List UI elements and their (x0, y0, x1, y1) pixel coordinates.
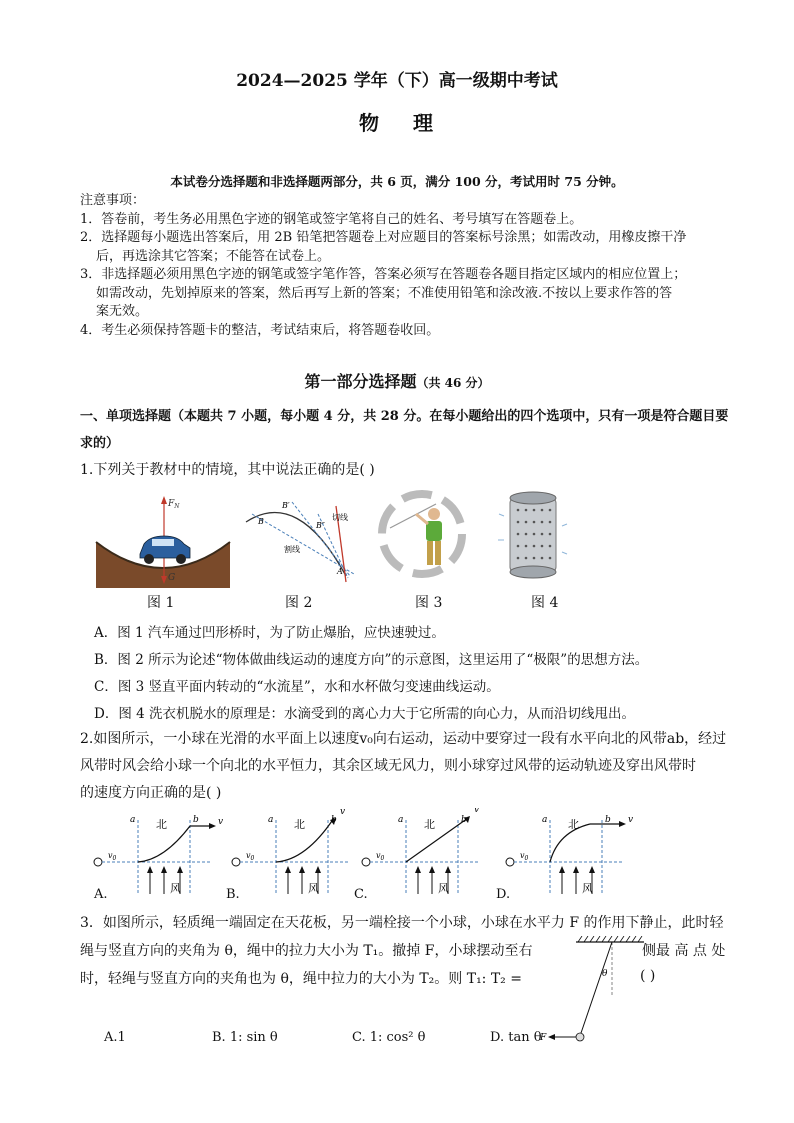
label-wind: 风 (582, 882, 593, 895)
subject-char-1: 物 (359, 111, 381, 135)
part1-heading (0, 369, 794, 392)
wind-arrow-icon (315, 866, 321, 873)
q3-line-3b: ( ) (640, 968, 656, 984)
label-b: b (605, 815, 611, 825)
q1-figure-1 (94, 492, 232, 588)
q3-option-a: A.1 (104, 1030, 126, 1045)
note-item-3-cont: 如需改动，先划掉原来的答案，然后再写上新的答案；不准使用铅笔和涂改液.不按以上要求作答的答 (96, 285, 673, 301)
wind-arrow-icon (429, 866, 435, 873)
note-item-4: 4．考生必须保持答题卡的整洁，考试结束后，将答题卷收回。 (80, 322, 440, 338)
fn-arrow-icon (161, 496, 167, 504)
q1-option-b: B．图 2 所示为论述“物体做曲线运动的速度方向”的示意图，这里运用了“极限”的思想方法。 (94, 652, 649, 668)
label-wind: 风 (438, 882, 449, 895)
car-icon (140, 536, 190, 564)
exam-intro: 本试卷分选择题和非选择题两部分，共 6 页，满分 100 分，考试用时 75 分钟。 (170, 174, 624, 189)
label-b2: B″ (316, 521, 325, 530)
q3-line-2b: 侧最 高 点 处 (642, 943, 726, 959)
q1-option-d: D．图 4 洗衣机脱水的原理是：水滴受到的离心力大于它所需的向心力，从而沿切线甩出。 (94, 706, 635, 722)
note-item-3: 3．非选择题必须用黑色字迹的钢笔或签字笔作答，答案必须写在答题卷各题目指定区域内的相应位置上； (80, 267, 687, 282)
wind-arrow-icon (147, 866, 153, 873)
label-b: b (461, 815, 467, 825)
velocity-arrow-icon (209, 823, 216, 829)
part1-score: （共 46 分） (416, 376, 490, 390)
label-wind: 风 (170, 882, 181, 895)
theta-label: θ (602, 969, 608, 979)
q2-diagrams (92, 808, 652, 904)
label-v0: $v_0$ (246, 851, 255, 862)
fn-label: $F_N$ (168, 499, 180, 510)
q1-fig-caption-4: 图 4 (531, 595, 559, 611)
trajectory-curve (276, 818, 334, 862)
g-label: G (168, 573, 176, 583)
wind-arrow-icon (161, 866, 167, 873)
wind-arrow-icon (445, 866, 451, 873)
wind-arrow-icon (559, 866, 565, 873)
q3-option-d: D. tan θ (490, 1030, 542, 1045)
rotation-blur (382, 494, 462, 574)
q1-option-c: C．图 3 竖直平面内转动的“水流星”，水和水杯做匀变速曲线运动。 (94, 679, 500, 695)
label-v0: $v_0$ (376, 851, 385, 862)
note-item-2-cont: 后，再选涂其它答案；不能答在试卷上。 (96, 248, 331, 264)
ball-icon (94, 858, 102, 866)
label-north: 北 (156, 818, 167, 831)
label-a: a (398, 815, 404, 825)
q2-diagram-2 (232, 808, 350, 895)
ball-icon (362, 858, 370, 866)
q2-diagram-3 (362, 808, 480, 895)
wind-arrow-icon (177, 866, 183, 873)
q2-choice-d: D. (496, 887, 511, 902)
q2-line-1: 2.如图所示，一小球在光滑的水平面上以速度v₀向右运动，运动中要穿过一段有水平向北的风带ab，经过 (80, 731, 727, 747)
part1-title: 第一部分选择题 (304, 372, 417, 391)
q3-option-b: B. 1: sin θ (212, 1030, 278, 1045)
q1-fig-caption-2: 图 2 (285, 595, 313, 611)
section1-heading: 一、单项选择题（本题共 7 小题，每小题 4 分，共 28 分。在每小题给出的四个选项中，只有一项是符合题目要求的） (80, 409, 729, 451)
q2-stem (80, 726, 735, 807)
wind-arrow-icon (285, 866, 291, 873)
q3-option-c: C. 1: cos² θ (352, 1030, 426, 1045)
q2-diagram-1 (94, 815, 223, 895)
notes-block (80, 192, 740, 340)
q3-line-1: 3．如图所示，轻质绳一端固定在天花板，另一端栓接一个小球，小球在水平力 F 的作用下静止，此时轻 (80, 915, 724, 931)
rope-line (580, 942, 612, 1036)
label-wind: 风 (308, 882, 319, 895)
ball-icon (506, 858, 514, 866)
label-a: a (130, 815, 136, 825)
label-secant: 割线 (284, 545, 300, 554)
wind-arrow-icon (299, 866, 305, 873)
q2-line-2: 风带时风会给小球一个向北的水平恒力，其余区域无风力，则小球穿过风带的运动轨迹及穿出风带时 (80, 758, 696, 774)
trajectory-curve (138, 826, 190, 862)
label-a: a (542, 815, 548, 825)
ball-icon (576, 1033, 584, 1041)
q2-choice-b: B. (226, 887, 240, 902)
person-icon (416, 508, 442, 565)
label-v: v (474, 808, 480, 815)
notes-heading: 注意事项： (80, 193, 146, 208)
note-item-3-cont2: 案无效。 (96, 304, 149, 319)
q3-line-2a: 绳与竖直方向的夹角为 θ，绳中的拉力大小为 T₁。撤掉 F，小球摆动至右 (80, 943, 533, 959)
label-v: v (628, 815, 634, 825)
label-v: v (218, 817, 224, 827)
wind-arrow-icon (573, 866, 579, 873)
ceiling-hatch (578, 936, 642, 942)
force-f-arrow-icon (548, 1034, 555, 1040)
q2-line-3: 的速度方向正确的是( ) (80, 785, 222, 801)
q1-figure-2 (242, 494, 360, 584)
label-b: B (258, 517, 264, 526)
label-b1: B′ (282, 501, 290, 510)
q1-fig-caption-1: 图 1 (147, 595, 175, 611)
q3-figure (540, 936, 650, 1048)
label-a: A (337, 567, 343, 576)
note-item-2: 2．选择题每小题选出答案后，用 2B 铅笔把答题卷上对应题目的答案标号涂黑；如需改动，用橡皮擦干净 (80, 230, 687, 245)
q1-figure-3 (376, 488, 468, 582)
label-north: 北 (424, 818, 435, 831)
trajectory-curve (406, 818, 468, 862)
wind-arrow-icon (589, 866, 595, 873)
q1-fig-caption-3: 图 3 (415, 595, 443, 611)
label-v0: $v_0$ (520, 851, 529, 862)
washer-drum-icon (498, 492, 567, 578)
q2-diagram-4 (506, 815, 633, 895)
q3-line-3a: 时，轻绳与竖直方向的夹角也为 θ，绳中拉力的大小为 T₂。则 T₁: T₂ = (80, 971, 522, 987)
q1-stem: 1.下列关于教材中的情境，其中说法正确的是( ) (80, 462, 375, 478)
label-north: 北 (568, 818, 579, 831)
subject-title (0, 107, 794, 136)
note-item-1: 1．答卷前，考生务必用黑色字迹的钢笔或签字笔将自己的姓名、考号填写在答题卷上。 (80, 211, 583, 227)
label-v: v (340, 808, 346, 817)
subject-char-2: 理 (413, 111, 435, 135)
q1-figure-4 (498, 486, 568, 584)
f-label: F (540, 1033, 547, 1043)
q2-choice-a: A. (94, 887, 108, 902)
label-tangent: 切线 (332, 513, 348, 522)
exam-title: 2024—2025 学年（下）高一级期中考试 (236, 71, 558, 91)
label-b: b (331, 815, 337, 825)
label-north: 北 (294, 818, 305, 831)
label-v0: $v_0$ (108, 851, 117, 862)
q2-choice-c: C. (354, 887, 368, 902)
label-b: b (193, 815, 199, 825)
velocity-arrow-icon (619, 821, 626, 827)
wind-arrow-icon (415, 866, 421, 873)
ball-icon (232, 858, 240, 866)
q1-option-a: A．图 1 汽车通过凹形桥时，为了防止爆胎，应快速驶过。 (94, 625, 445, 641)
label-a: a (268, 815, 274, 825)
